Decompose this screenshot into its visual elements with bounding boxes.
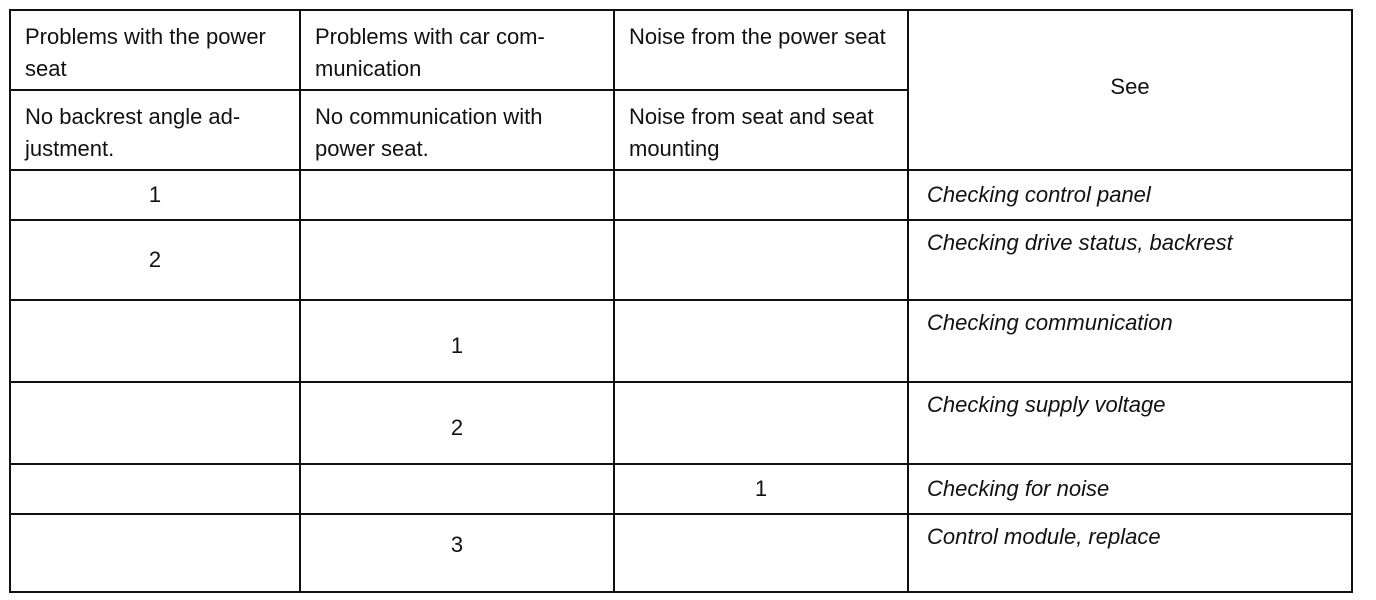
see-reference: Checking communication (908, 300, 1352, 382)
step-cell (10, 382, 300, 464)
step-cell (10, 300, 300, 382)
troubleshooting-sheet (9, 9, 1351, 591)
table-row (10, 464, 1352, 514)
header-no-communication: No communication with power seat. (300, 90, 614, 170)
table-row (10, 300, 1352, 382)
troubleshooting-table (9, 9, 1353, 593)
header-noise: Noise from the power seat (614, 10, 908, 90)
table-row (10, 220, 1352, 300)
step-cell: 1 (614, 464, 908, 514)
header-seat-noise: Noise from seat and seat mounting (614, 90, 908, 170)
step-cell: 1 (10, 170, 300, 220)
step-cell: 1 (300, 300, 614, 382)
see-reference: Checking for noise (908, 464, 1352, 514)
step-cell (300, 464, 614, 514)
see-reference: Control module, replace (908, 514, 1352, 592)
step-cell (10, 464, 300, 514)
header-power-seat: Problems with the power seat (10, 10, 300, 90)
step-cell (300, 220, 614, 300)
step-cell (614, 300, 908, 382)
see-reference: Checking drive status, backrest (908, 220, 1352, 300)
table-row (10, 382, 1352, 464)
table-row (10, 514, 1352, 592)
header-car-communication: Problems with car com-munication (300, 10, 614, 90)
table-row (10, 170, 1352, 220)
step-cell (614, 220, 908, 300)
step-cell: 2 (10, 220, 300, 300)
step-cell: 3 (300, 514, 614, 592)
see-reference: Checking control panel (908, 170, 1352, 220)
step-cell (10, 514, 300, 592)
header-see: See (908, 10, 1352, 170)
step-cell (614, 382, 908, 464)
step-cell: 2 (300, 382, 614, 464)
see-reference: Checking supply voltage (908, 382, 1352, 464)
step-cell (300, 170, 614, 220)
header-row-symptom-group (10, 10, 1352, 90)
step-cell (614, 514, 908, 592)
step-cell (614, 170, 908, 220)
header-no-backrest-adjustment: No backrest angle ad-justment. (10, 90, 300, 170)
